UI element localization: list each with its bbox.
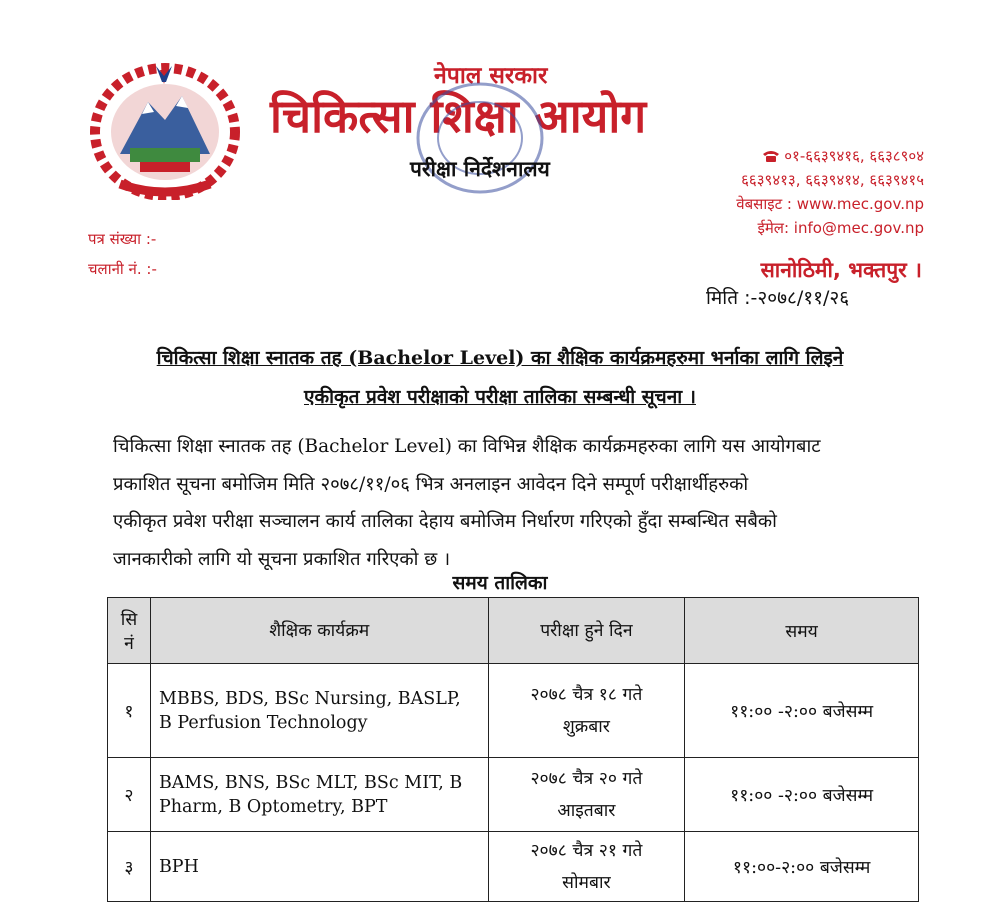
subject-line-2: एकीकृत प्रवेश परीक्षाको परीक्षा तालिका सम्बन्धी सूचना ।	[304, 386, 696, 408]
row-time: ११:००-२:०० बजेसम्म	[685, 832, 919, 902]
header-exam-day: परीक्षा हुने दिन	[488, 598, 685, 664]
row-serial-number: २	[108, 758, 151, 832]
notice-date: मिति :-२०७८/११/२६	[706, 287, 850, 309]
header-serial-number: सि नं	[108, 598, 151, 664]
header-time: समय	[685, 598, 919, 664]
subject-line-1: चिकित्सा शिक्षा स्नातक तह (Bachelor Level) का शैक्षिक कार्यक्रमहरुमा भर्नाका लागि लिइने	[156, 347, 844, 369]
letter-number-label: पत्र संख्या :-	[88, 230, 157, 248]
contact-block	[736, 144, 924, 240]
body-line-4: जानकारीको लागि यो सूचना प्रकाशित गरिएको छ ।	[113, 548, 451, 570]
row-program: MBBS, BDS, BSc Nursing, BASLP, B Perfusion Technology	[150, 664, 488, 758]
body-line-3: एकीकृत प्रवेश परीक्षा सञ्चालन कार्य तालिका देहाय बमोजिम निर्धारण गरिएको हुँदा सम्बन्धित सबैको	[113, 511, 777, 532]
dispatch-number-label: चलानी नं. :-	[88, 260, 157, 278]
office-name: परीक्षा निर्देशनालय	[410, 157, 550, 181]
table-header-row	[108, 598, 919, 664]
body-line-1: चिकित्सा शिक्षा स्नातक तह (Bachelor Level) का विभिन्न शैक्षिक कार्यक्रमहरुका लागि यस आयोगबाट	[113, 436, 821, 457]
nepal-emblem-icon	[90, 62, 240, 200]
organization-name: चिकित्सा शिक्षा आयोग	[270, 89, 647, 143]
notice-body	[113, 428, 913, 578]
row-exam-day: २०७८ चैत्र १८ गते शुक्रबार	[488, 664, 685, 758]
row-serial-number: ३	[108, 832, 151, 902]
office-location: सानोठिमी, भक्तपुर ।	[760, 258, 922, 282]
government-name: नेपाल सरकार	[434, 63, 548, 89]
schedule-title: समय तालिका	[452, 572, 548, 594]
row-serial-number: १	[108, 664, 151, 758]
website-link[interactable]: वेबसाइट : www.mec.gov.np	[736, 195, 924, 213]
row-program: BAMS, BNS, BSc MLT, BSc MIT, B Pharm, B Optometry, BPT	[150, 758, 488, 832]
schedule-table	[107, 597, 919, 902]
table-row	[108, 832, 919, 902]
row-program: BPH	[150, 832, 488, 902]
body-line-2: प्रकाशित सूचना बमोजिम मिति २०७८/११/०६ भित्र अनलाइन आवेदन दिने सम्पूर्ण परीक्षार्थीहरुको	[113, 473, 749, 495]
email-link[interactable]: ईमेल: info@mec.gov.np	[757, 219, 924, 237]
phone-icon	[762, 149, 780, 163]
row-exam-day: २०७८ चैत्र २० गते आइतबार	[488, 758, 685, 832]
header-program: शैक्षिक कार्यक्रम	[150, 598, 488, 664]
phone-numbers-line2: ६६३९४१३, ६६३९४१४, ६६३९४१५	[741, 171, 924, 189]
phone-numbers-line1: ०१-६६३९४१६, ६६३८९०४	[784, 147, 924, 165]
table-row	[108, 664, 919, 758]
row-time: ११:०० -२:०० बजेसम्म	[685, 664, 919, 758]
row-exam-day: २०७८ चैत्र २१ गते सोमबार	[488, 832, 685, 902]
row-time: ११:०० -२:०० बजेसम्म	[685, 758, 919, 832]
table-row	[108, 758, 919, 832]
